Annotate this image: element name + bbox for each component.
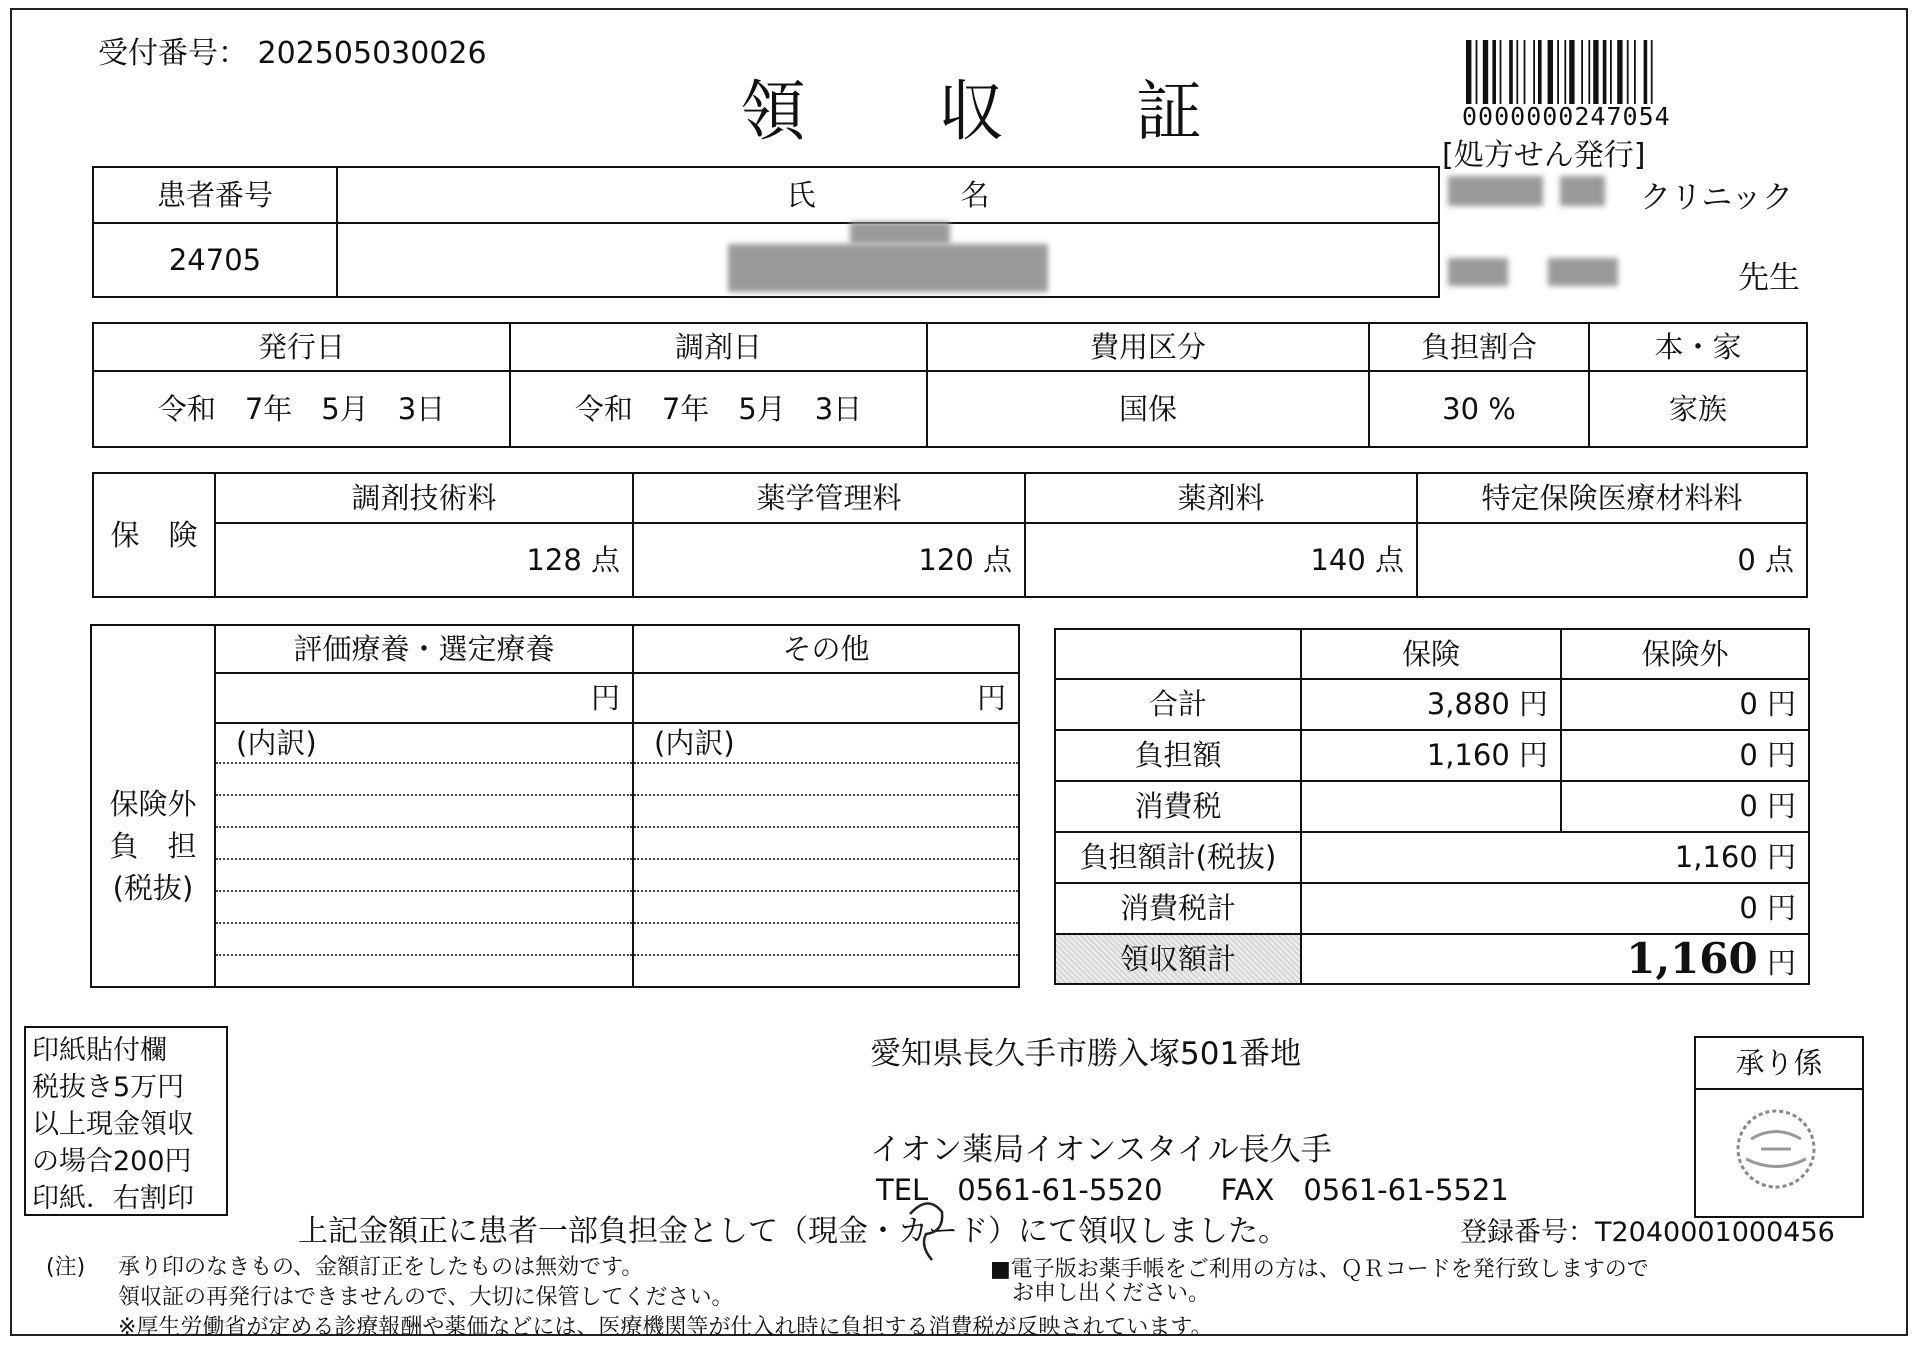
eval-care-yen: 円 [215, 673, 633, 723]
qr-note-2: お申し出ください。 [1012, 1281, 1211, 1306]
summary-corner [1055, 629, 1301, 679]
received-total-label: 領収額計 [1055, 934, 1301, 984]
clinic-name-redacted [1448, 176, 1543, 206]
burden-non-value: 0 円 [1561, 730, 1809, 781]
breakdown-line [633, 955, 1019, 987]
breakdown-line [215, 763, 633, 795]
prescription-tag: [処方せん発行] [1442, 138, 1646, 173]
breakdown-line [633, 859, 1019, 891]
doctor-suffix: 先生 [1738, 260, 1800, 296]
insurance-table [92, 472, 1808, 598]
patient-name-label: 氏 名 [337, 167, 1439, 223]
breakdown-line [633, 923, 1019, 955]
dispense-date-header: 調剤日 [510, 323, 927, 371]
subtotal-value: 1,160 円 [1301, 832, 1809, 883]
receipt-number-label: 受付番号： [98, 36, 248, 71]
pharmacy-address: 愛知県長久手市勝入塚501番地 [870, 1036, 1302, 1072]
receiver-box [1694, 1036, 1864, 1218]
receiver-stamp-icon [1716, 1104, 1836, 1194]
summary-non-header: 保険外 [1561, 629, 1809, 679]
clinic-name-redacted-2 [1560, 176, 1605, 206]
barcode-number: 0000000247054 [1462, 102, 1671, 131]
breakdown-line [633, 827, 1019, 859]
note-line-1: 承り印のなきもの、金額訂正をしたものは無効です。 [118, 1255, 644, 1280]
dates-table [92, 322, 1808, 448]
drug-fee-header: 薬剤料 [1025, 473, 1417, 523]
page-title: 領 収 証 [740, 73, 1202, 150]
stamp-line: 以上現金領収 [32, 1109, 194, 1140]
burden-ratio-header: 負担割合 [1369, 323, 1589, 371]
burden-ins-value: 1,160 円 [1301, 730, 1561, 781]
note-line-3: ※厚生労働省が定める診療報酬や薬価などには、医療機関等が仕入れ時に負担する消費税が反映されています。 [118, 1315, 1213, 1340]
patient-no-label: 患者番号 [93, 167, 337, 223]
breakdown-line [215, 827, 633, 859]
breakdown-line [215, 795, 633, 827]
patient-name-redacted [728, 244, 1048, 292]
summary-ins-header: 保険 [1301, 629, 1561, 679]
tech-fee-header: 調剤技術料 [215, 473, 633, 523]
clinic-suffix: クリニック [1640, 180, 1794, 216]
total-label: 合計 [1055, 679, 1301, 730]
other-yen: 円 [633, 673, 1019, 723]
other-breakdown: (内訳) [633, 723, 1019, 763]
received-total-cell [1301, 934, 1809, 984]
insured-type-value: 家族 [1589, 371, 1807, 447]
breakdown-line [215, 891, 633, 923]
barcode-icon [1464, 40, 1714, 106]
stamp-line: 印紙．右割印 [32, 1183, 194, 1214]
stamp-line: 印紙貼付欄 [32, 1035, 167, 1066]
cost-category-header: 費用区分 [927, 323, 1369, 371]
issue-date-header: 発行日 [93, 323, 510, 371]
note-line-2: 領収証の再発行はできませんので、大切に保管してください。 [118, 1285, 734, 1310]
eval-care-breakdown: (内訳) [215, 723, 633, 763]
dispense-date-value: 令和 7年 5月 3日 [510, 371, 927, 447]
tax-total-value: 0 円 [1301, 883, 1809, 934]
material-fee-value: 0 点 [1417, 523, 1807, 597]
revenue-stamp-box [24, 1026, 228, 1216]
patient-no-value: 24705 [93, 223, 337, 297]
eval-care-header: 評価療養・選定療養 [215, 625, 633, 673]
mgmt-fee-header: 薬学管理料 [633, 473, 1025, 523]
received-total-value: 1,160 [1626, 934, 1758, 983]
breakdown-line [215, 955, 633, 987]
non-insurance-table [90, 624, 1020, 988]
receipt-number-value: 202505030026 [257, 36, 487, 71]
total-ins-value: 3,880 円 [1301, 679, 1561, 730]
burden-ratio-value: 30 % [1369, 371, 1589, 447]
non-insurance-label-2: 負 担 [109, 828, 197, 863]
burden-label: 負担額 [1055, 730, 1301, 781]
breakdown-line [215, 859, 633, 891]
summary-table [1054, 628, 1810, 985]
issue-date-value: 令和 7年 5月 3日 [93, 371, 510, 447]
receiver-label: 承り係 [1696, 1038, 1862, 1090]
note-mark: (注) [46, 1255, 86, 1280]
total-non-value: 0 円 [1561, 679, 1809, 730]
non-insurance-side-label [91, 625, 215, 987]
receipt-number [98, 28, 487, 72]
non-insurance-label-3: (税抜) [112, 871, 194, 906]
doctor-name-redacted-2 [1548, 258, 1618, 286]
cost-category-value: 国保 [927, 371, 1369, 447]
mgmt-fee-value: 120 点 [633, 523, 1025, 597]
doctor-name-redacted [1448, 258, 1508, 286]
breakdown-line [215, 923, 633, 955]
breakdown-line [633, 891, 1019, 923]
stamp-line: 税抜き5万円 [32, 1072, 185, 1103]
breakdown-line [633, 763, 1019, 795]
patient-name-redacted-2 [850, 222, 950, 244]
insurance-side-label: 保 険 [93, 473, 215, 597]
other-header: その他 [633, 625, 1019, 673]
handwritten-mark-icon [898, 1184, 958, 1264]
registration-number: 登録番号：T2040001000456 [1460, 1217, 1835, 1248]
received-total-unit: 円 [1766, 946, 1796, 980]
insured-type-header: 本・家 [1589, 323, 1807, 371]
tech-fee-value: 128 点 [215, 523, 633, 597]
drug-fee-value: 140 点 [1025, 523, 1417, 597]
pharmacy-tel-fax: TEL 0561-61-5520 FAX 0561-61-5521 [876, 1173, 1509, 1207]
non-insurance-label-1: 保険外 [109, 786, 197, 821]
material-fee-header: 特定保険医療材料料 [1417, 473, 1807, 523]
breakdown-line [633, 795, 1019, 827]
consumption-tax-label: 消費税 [1055, 781, 1301, 832]
receipt-statement: 上記金額正に患者一部負担金として（現金・カード）にて領収しました。 [298, 1214, 1288, 1249]
stamp-line: の場合200円 [32, 1146, 192, 1177]
qr-note-1: ■電子版お薬手帳をご利用の方は、ＱＲコードを発行致しますので [990, 1257, 1649, 1282]
subtotal-label: 負担額計(税抜) [1055, 832, 1301, 883]
consumption-tax-ins-value [1301, 781, 1561, 832]
consumption-tax-non-value: 0 円 [1561, 781, 1809, 832]
pharmacy-name: イオン薬局イオンスタイル長久手 [870, 1132, 1332, 1168]
tax-total-label: 消費税計 [1055, 883, 1301, 934]
